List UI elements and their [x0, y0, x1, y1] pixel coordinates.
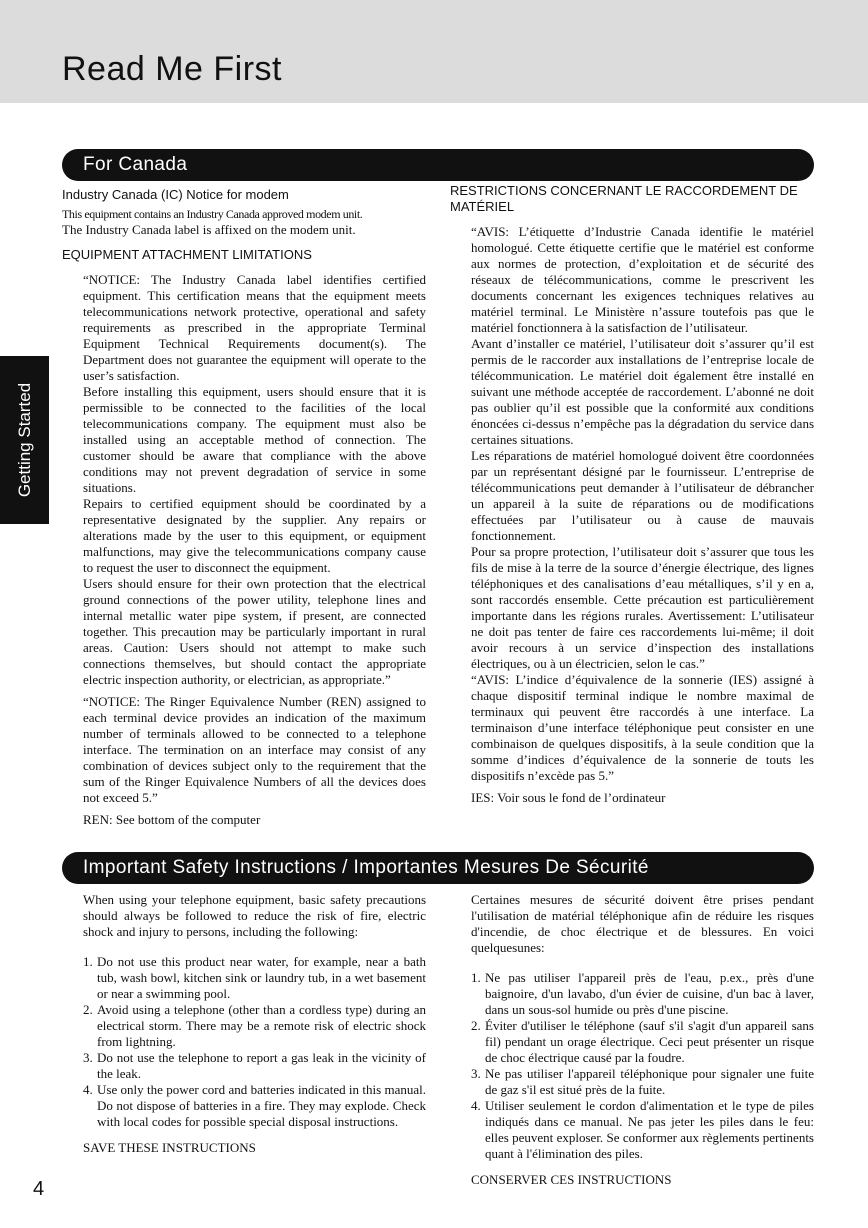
- safety-right-column: [471, 892, 814, 1188]
- page-number: 4: [33, 1178, 45, 1200]
- list-number: 2.: [471, 1018, 481, 1033]
- list-number: 3.: [471, 1066, 481, 1081]
- limitations-title: EQUIPMENT ATTACHMENT LIMITATIONS: [62, 247, 312, 262]
- list-item: [83, 1082, 426, 1130]
- paragraph: Les réparations de matériel homologué doivent être coordonnées par un représentant désigné par le fournisseur. L’entreprise de télécommunications peut demander à l’utilisateur de débrancher un appareil à la suite de réparations ou de modifications effectuées par l’utilisateur ou à cause de mauvais fonctionnement.: [471, 448, 814, 543]
- list-number: 4.: [471, 1098, 481, 1113]
- list-text: Do not use this product near water, for example, near a bath tub, wash bowl, kitchen sink or laundry tub, in a wet basement or near a swimming pool.: [97, 954, 426, 1001]
- list-number: 4.: [83, 1082, 93, 1097]
- safety-intro: When using your telephone equipment, basic safety precautions should always be followed to reduce the risk of fire, electric shock and injury to persons, including the following:: [83, 892, 426, 939]
- paragraph: REN: See bottom of the computer: [83, 812, 261, 827]
- paragraph: IES: Voir sous le fond de l’ordinateur: [471, 790, 666, 805]
- notice-title: Industry Canada (IC) Notice for modem: [62, 187, 289, 202]
- list-number: 2.: [83, 1002, 93, 1017]
- paragraph: Pour sa propre protection, l’utilisateur doit s’assurer que tous les fils de mise à la terre de la source d’énergie électrique, des lignes téléphoniques et des canalisations d’eau métalliques, s’il y en a, sont raccordés ensemble. Cette précaution est particulièrement importante dans les régions rurales. Avertissement: L’utilisateur ne doit pas tenter de faire ces raccordements lui-même; il doit avoir recours à un service d’inspection des installations électriques, ou à un électricien, selon le cas.”: [471, 544, 814, 671]
- paragraph: Before installing this equipment, users should ensure that it is permissible to be connected to the facilities of the local telecommunications company. The equipment must also be installed using an acceptable method of connection. The customer should be aware that compliance with the above conditions may not prevent degradation of service in some situations.: [83, 384, 426, 495]
- restrictions-title: RESTRICTIONS CONCERNANT LE RACCORDEMENT DE MATÉRIEL: [450, 183, 798, 214]
- section-bar-safety: Important Safety Instructions / Importantes Mesures De Sécurité: [62, 852, 814, 884]
- list-text: Éviter d'utiliser le téléphone (sauf s'il s'agit d'un appareil sans fil) pendant un orage électrique. Ceci peut présenter un risque de choc électrique causé par la foudre.: [485, 1018, 814, 1065]
- paragraph: Avant d’installer ce matériel, l’utilisateur doit s’assurer qu’il est permis de le raccorder aux installations de l’entreprise locale de télécommunication. Le matériel doit également être installé en suivant une méthode acceptée de raccordement. L’abonné ne doit pas oublier qu’il est possible que la conformité aux conditions énoncées ci-dessus n’empêche pas la dégradation du service dans certaines situations.: [471, 336, 814, 447]
- paragraph: “AVIS: L’indice d’équivalence de la sonnerie (IES) assigné à chaque dispositif terminal indique le nombre maximal de terminaux qui peuvent être raccordés à une interface. La terminaison d’une interface téléphonique peut consister en une combinaison de quelques dispositifs, à la seule condition que la somme d’indices d’équivalence de la sonnerie de touts les dispositifs n’excède pas 5.”: [471, 672, 814, 783]
- list-text: Utiliser seulement le cordon d'alimentation et le type de piles indiqués dans ce manual. Ne pas jeter les piles dans le feu: elles peuvent exploser. Se conformer aux règlements pertinents quant à l'élimination des piles.: [485, 1098, 814, 1161]
- page-title: Read Me First: [62, 50, 282, 88]
- canada-left-column: [62, 187, 426, 828]
- list-item: [83, 954, 426, 1002]
- list-item: [471, 1098, 814, 1162]
- list-number: 1.: [83, 954, 93, 969]
- paragraph: Repairs to certified equipment should be coordinated by a representative designated by the supplier. Any repairs or alterations made by the user to this equipment, or equipment malfunctions, may give the telecommunications company cause to request the user to disconnect the equipment.: [83, 496, 426, 575]
- intro-text: This equipment contains an Industry Canada approved modem unit.: [62, 207, 363, 221]
- restrictions-body: [471, 224, 814, 806]
- conserver-instructions: CONSERVER CES INSTRUCTIONS: [471, 1172, 672, 1187]
- list-number: 3.: [83, 1050, 93, 1065]
- paragraph: “AVIS: L’étiquette d’Industrie Canada identifie le matériel homologué. Cette étiquette certifie que le matériel est conforme aux normes de protection, d’exploitation et de sécurité des réseaux de télécommunications, comme le prescrivent les documents concernant les exigences techniques relatives au matériel terminal. Le Ministère n’assure toutefois pas que le matériel fonctionnera à la satisfaction de l’utilisateur.: [471, 224, 814, 335]
- safety-list: [83, 954, 426, 1130]
- list-item: [471, 1018, 814, 1066]
- list-item: [83, 1050, 426, 1082]
- list-text: Use only the power cord and batteries indicated in this manual. Do not dispose of batteries in a fire. They may explode. Check with local codes for possible special disposal instructions.: [97, 1082, 426, 1129]
- side-tab-label: Getting Started: [14, 382, 34, 498]
- section-bar-canada: For Canada: [62, 149, 814, 181]
- intro-text: The Industry Canada label is affixed on the modem unit.: [62, 222, 356, 237]
- side-tab: [0, 356, 49, 524]
- list-number: 1.: [471, 970, 481, 985]
- paragraph: “NOTICE: The Industry Canada label identifies certified equipment. This certification means that the equipment meets telecommunications network protective, operational and safety requirements as prescribed in the appropriate Terminal Equipment Technical Requirements document(s). The Department does not guarantee the equipment will operate to the user’s satisfaction.: [83, 272, 426, 383]
- paragraph: “NOTICE: The Ringer Equivalence Number (REN) assigned to each terminal device provides an indication of the maximum number of terminals allowed to be connected to a telephone interface. The termination on an interface may consist of any combination of devices subject only to the requirement that the sum of the Ringer Equivalence Numbers of all the devices does not exceed 5.”: [83, 694, 426, 805]
- list-text: Ne pas utiliser l'appareil près de l'eau, p.ex., près d'une baignoire, d'un lavabo, d'un évier de cuisine, d'un bac à laver, dans un sous-sol humide ou près d'une piscine.: [485, 970, 814, 1017]
- list-text: Avoid using a telephone (other than a cordless type) during an electrical storm. There may be a remote risk of electric shock from lightning.: [97, 1002, 426, 1049]
- safety-left-column: [83, 892, 426, 1156]
- limitations-body: [83, 272, 426, 828]
- save-instructions: SAVE THESE INSTRUCTIONS: [83, 1140, 256, 1155]
- safety-list: [471, 970, 814, 1162]
- safety-intro: Certaines mesures de sécurité doivent être prises pendant l'utilisation de matérial téléphonique afin de réduire les risques d'incendie, de choc électrique et de blessures. En voici quelquesunes:: [471, 892, 814, 955]
- canada-right-column: [450, 183, 814, 806]
- list-item: [471, 1066, 814, 1098]
- list-item: [83, 1002, 426, 1050]
- list-text: Ne pas utiliser l'appareil téléphonique pour signaler une fuite de gaz s'il est situé près de la fuite.: [485, 1066, 814, 1097]
- list-text: Do not use the telephone to report a gas leak in the vicinity of the leak.: [97, 1050, 426, 1081]
- list-item: [471, 970, 814, 1018]
- paragraph: Users should ensure for their own protection that the electrical ground connections of the power utility, telephone lines and internal metallic water pipe system, if present, are connected together. This precaution may be particularly important in rural areas. Caution: Users should not attempt to make such connections themselves, but should contact the appropriate electric inspection authority, or electrician, as appropriate.”: [83, 576, 426, 687]
